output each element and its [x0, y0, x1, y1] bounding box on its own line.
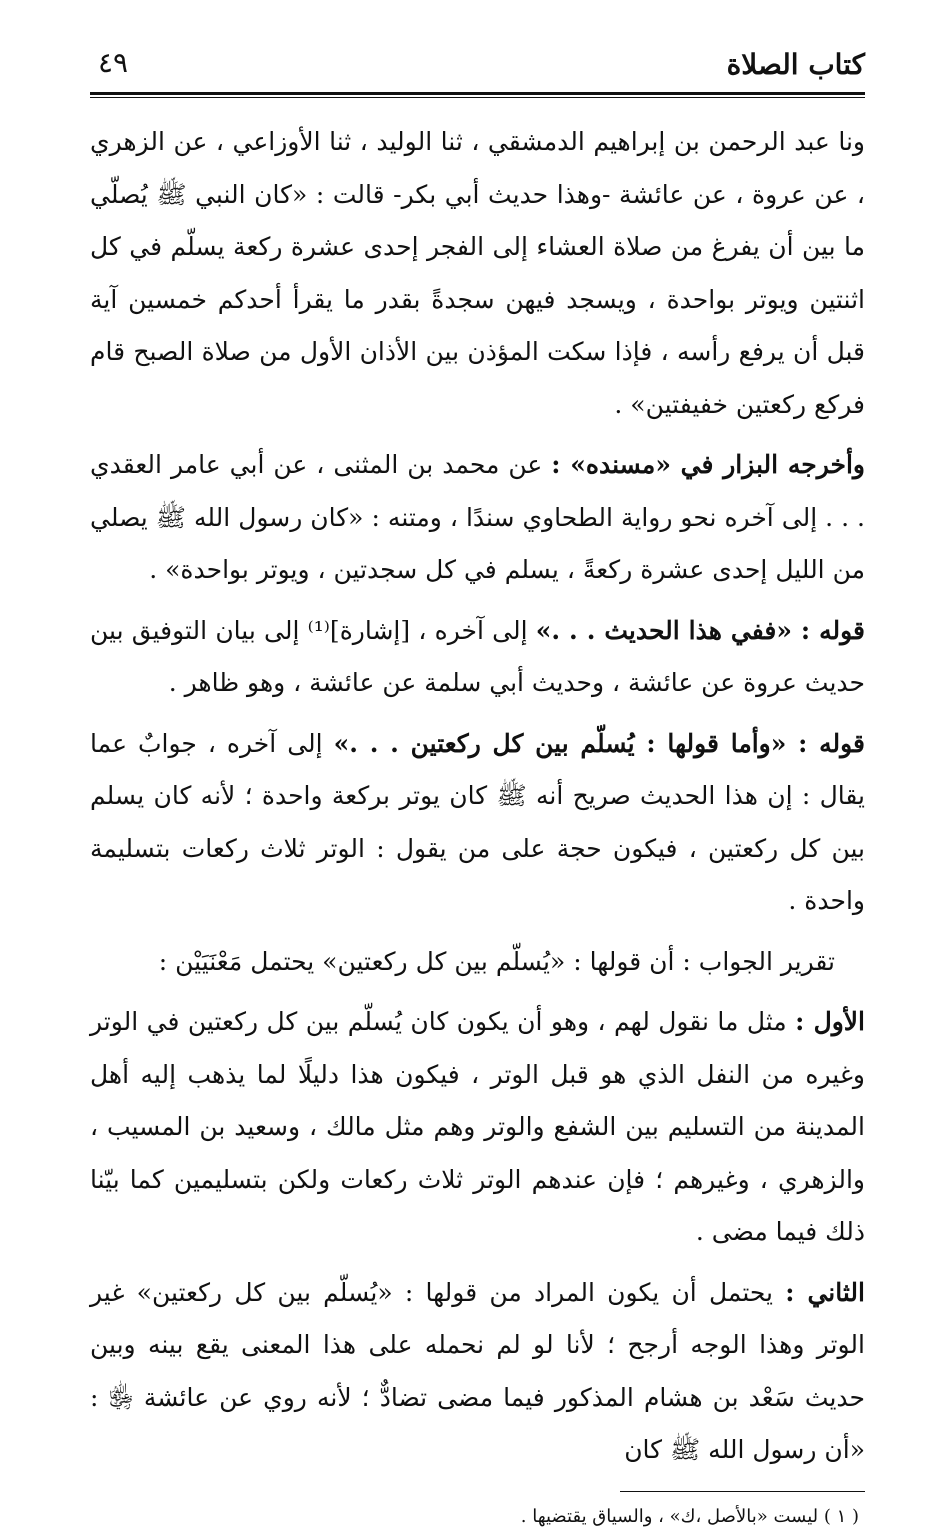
page-header	[90, 40, 865, 92]
paragraph	[90, 116, 865, 431]
paragraph-text: إلى آخره ، جوابٌ عما يقال : إن هذا الحديث صريح أنه ﷺ كان يوتر بركعة واحدة ؛ لأنه كان يسلم بين كل ركعتين ، فيكون حجة على من يقول : الوتر ثلاث ركعات بتسليمة واحدة .	[90, 728, 865, 915]
paragraph-lead: قوله : «وأما قولها : يُسلّم بين كل ركعتين . . .»	[333, 728, 865, 758]
running-title: كتاب الصلاة	[726, 48, 865, 81]
paragraph	[90, 996, 865, 1259]
paragraph	[90, 439, 865, 597]
paragraph	[90, 718, 865, 928]
paragraph-lead: الأول :	[795, 1007, 866, 1036]
paragraph-text: عن محمد بن المثنى ، عن أبي عامر العقدي . . . إلى آخره نحو رواية الطحاوي سندًا ، ومتنه : «كان رسول الله ﷺ يصلي من الليل إحدى عشرة ركعةً ، يسلم في كل سجدتين ، ويوتر بواحدة» .	[90, 450, 865, 584]
paragraph-text: إلى آخره ، [إشارة]⁽¹⁾ إلى بيان التوفيق بين حديث عروة عن عائشة ، وحديث أبي سلمة عن عائشة ، وهو ظاهر .	[90, 615, 865, 697]
paragraph-lead: الثاني :	[785, 1277, 865, 1307]
paragraph-text: مثل ما نقول لهم ، وهو أن يكون كان يُسلّم بين كل ركعتين في الوتر وغيره من النفل الذي هو قبل الوتر ، فيكون هذا دليلًا لما يذهب إليه أهل المدينة من التسليم بين الشفع والوتر وهم مثل مالك ، وسعيد بن المسيب ، والزهري ، وغيرهم ؛ فإن عندهم الوتر ثلاث ركعات ولكن بتسليمين كما بيّنا ذلك فيما مضى .	[90, 1007, 865, 1246]
footnote: ( ١ ) ليست «بالأصل ،ك» ، والسياق يقتضيها .	[520, 1505, 859, 1527]
paragraph-text: تقرير الجواب : أن قولها : «يُسلّم بين كل ركعتين» يحتمل مَعْنَيَيْن :	[158, 946, 835, 976]
paragraph	[90, 605, 865, 710]
paragraph	[90, 1267, 865, 1477]
footnote-rule	[620, 1491, 865, 1492]
paragraph	[90, 936, 865, 989]
page-number: ٤٩	[98, 46, 129, 79]
header-rule-thin	[90, 97, 865, 98]
paragraph-lead: قوله : «ففي هذا الحديث . . .»	[535, 615, 865, 645]
paragraph-lead: وأخرجه البزار في «مسنده» :	[551, 450, 865, 479]
body-text	[90, 116, 865, 1477]
header-rule-thick	[90, 92, 865, 95]
paragraph-text: ونا عبد الرحمن بن إبراهيم الدمشقي ، ثنا الوليد ، ثنا الأوزاعي ، عن الزهري ، عن عروة ، عن عائشة -وهذا حديث أبي بكر- قالت : «كان النبي ﷺ يُصلّي ما بين أن يفرغ من صلاة العشاء إلى الفجر إحدى عشرة ركعة يسلّم في كل اثنتين ويوتر بواحدة ، ويسجد فيهن سجدةً بقدر ما يقرأ أحدكم خمسين آية قبل أن يرفع رأسه ، فإذا سكت المؤذن بين الأذان الأول من صلاة الصبح قام فركع ركعتين خفيفتين» .	[90, 127, 865, 419]
paragraph-text: يحتمل أن يكون المراد من قولها : «يُسلّم بين كل ركعتين» غير الوتر وهذا الوجه أرجح ؛ لأنا لو لم نحمله على هذا المعنى يقع بينه وبين حديث سَعْد بن هشام المذكور فيما مضى تضادٌّ ؛ لأنه روي عن عائشة ﵂ : «أن رسول الله ﷺ كان	[90, 1277, 865, 1464]
book-page	[90, 40, 865, 1534]
